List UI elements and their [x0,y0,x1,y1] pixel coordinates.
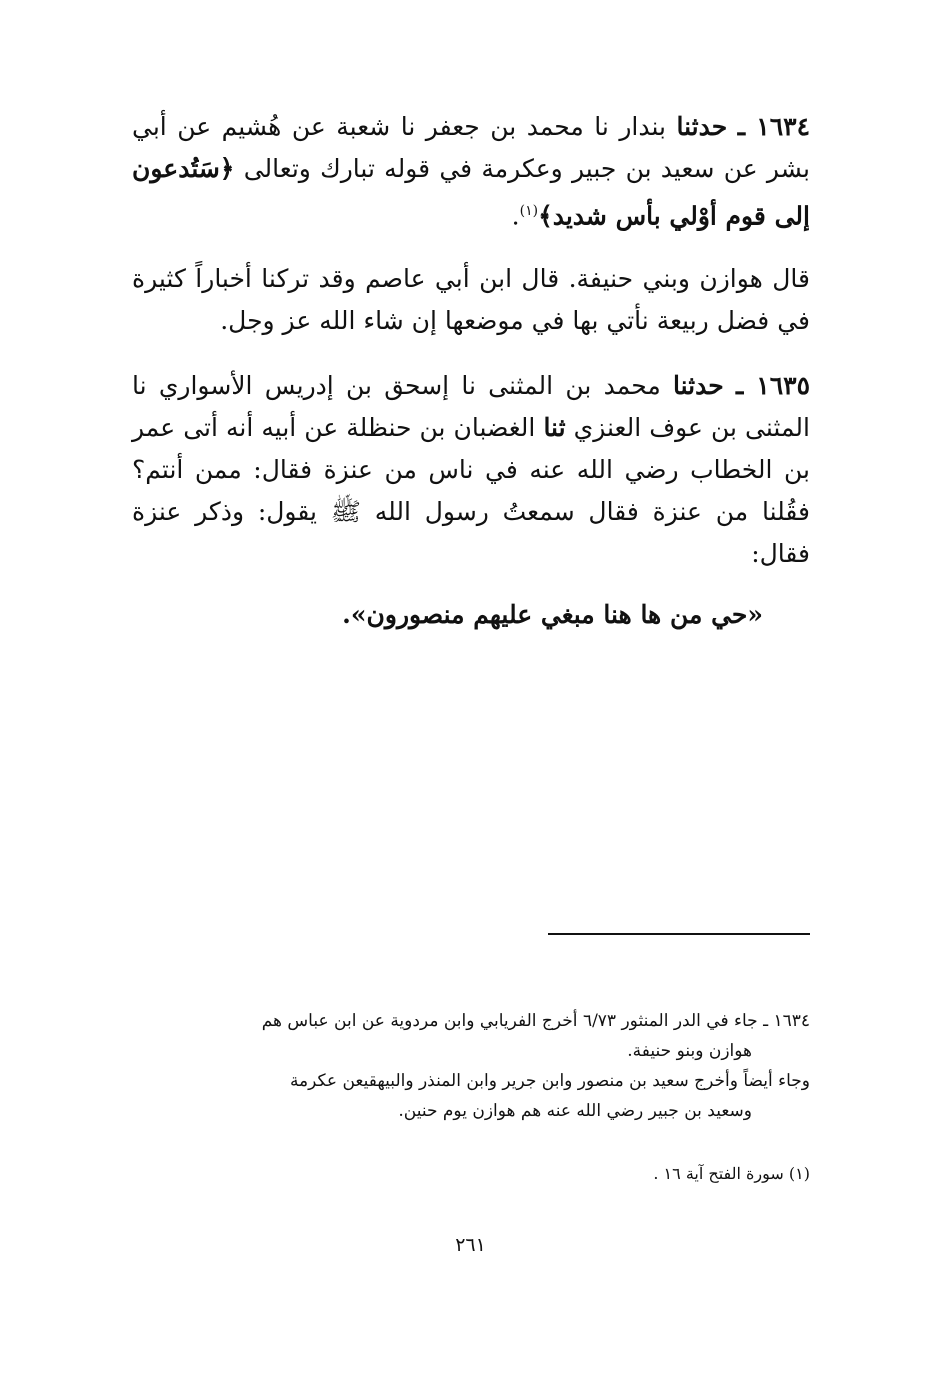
footnote-line: ١٦٣٤ ـ جاء في الدر المنثور ٦/٧٣ أخرج الفريابي وابن مردوية عن ابن عباس هم [261,1011,810,1031]
saying-text: «حي من ها هنا مبغي عليهم منصورون» [350,600,763,629]
prophetic-saying [342,594,763,636]
footnote-line: وسعيد بن جبير رضي الله عنه هم هوازن يوم حنين. [398,1101,752,1121]
hadith-lead: حدثنا [676,112,728,141]
hadith-chain: بندار نا محمد بن جعفر نا شعبة عن هُشيم عن أبي بشر عن سعيد بن جبير وعكرمة في قوله تبارك وتعالى [132,112,810,183]
hadith-chain: محمد بن المثنى نا إسحق بن إدريس الأسواري نا المثنى بن عوف العنزي [132,371,810,442]
sentence-end: . [511,201,520,231]
footnote-ref: (١) [519,203,539,219]
footnote-1634 [132,1006,810,1126]
footnote-verse-reference: (١) سورة الفتح آية ١٦ . [653,1164,810,1183]
footnote-line: هوازن وبنو حنيفة. [627,1041,752,1061]
hadith-1635 [132,365,810,575]
footnote-line: وجاء أيضاً وأخرج سعيد بن منصور وابن جرير وابن المنذر والبيهقيعن عكرمة [289,1071,810,1091]
commentary-paragraph [132,258,810,342]
hadith-number: ١٦٣٤ ـ [737,112,811,141]
sentence-end: . [342,600,351,629]
hadith-lead: حدثنا [672,371,724,400]
hadith-1634 [132,106,810,237]
quran-verse: ﴿سَتُدعون إلى قوم أوْلي بأس شديد﴾ [132,154,810,231]
hadith-text: الغضبان بن حنظلة عن أبيه أنه أتى عمر بن الخطاب رضي الله عنه في ناس من عنزة فقال: ممن أنتم؟ فقُلنا من عنزة فقال سمعتُ رسول الله ﷺ يقول: وذكر عنزة فقال: [132,413,810,568]
page-number: ٢٦١ [455,1234,486,1256]
footnote-divider [548,933,810,935]
hadith-chain-bold: ثنا [543,413,566,442]
hadith-number: ١٦٣٥ ـ [735,371,811,400]
commentary-text: قال هوازن وبني حنيفة. قال ابن أبي عاصم وقد تركنا أخباراً كثيرة في فضل ربيعة نأتي بها في موضعها إن شاء الله عز وجل. [132,264,810,335]
